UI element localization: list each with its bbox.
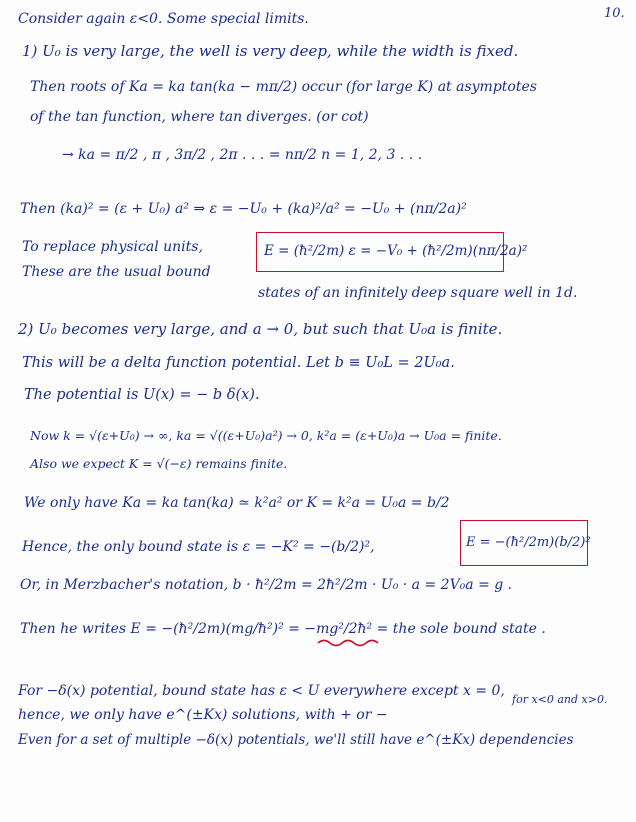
s1-line-2: Then roots of Ka = ka tan(ka − mπ/2) occur (for large K) at asymptotes bbox=[30, 79, 537, 95]
s1-line-8: states of an infinitely deep square well in 1d. bbox=[258, 285, 578, 301]
s1-line-7: These are the usual bound bbox=[22, 264, 211, 280]
s2-line-3: The potential is U(x) = − b δ(x). bbox=[24, 387, 260, 403]
header-line: Consider again ε<0. Some special limits. bbox=[18, 11, 309, 27]
s1-line-1: 1) U₀ is very large, the well is very deep, while the width is fixed. bbox=[22, 42, 519, 60]
s3-line-1: For −δ(x) potential, bound state has ε < U everywhere except x = 0, bbox=[18, 683, 505, 699]
s2-boxed-eq: E = −(ħ²/2m)(b/2)² bbox=[466, 535, 591, 550]
s1-line-3: of the tan function, where tan diverges. (or cot) bbox=[30, 109, 369, 125]
s2-line-7: Hence, the only bound state is ε = −K² = −(b/2)², bbox=[22, 539, 375, 555]
s1-line-5: Then (ka)² = (ε + U₀) a² ⇒ ε = −U₀ + (ka)²/a² = −U₀ + (nπ/2a)² bbox=[20, 201, 467, 217]
s2-line-4: Now k = √(ε+U₀) → ∞, ka = √((ε+U₀)a²) → 0, k²a = (ε+U₀)a → U₀a = finite. bbox=[30, 428, 502, 443]
s3-line-3: Even for a set of multiple −δ(x) potentials, we'll still have e^(±Kx) dependencies bbox=[18, 732, 574, 748]
s1-line-4: → ka = π/2 , π , 3π/2 , 2π . . . = nπ/2 n = 1, 2, 3 . . . bbox=[62, 147, 423, 163]
s1-line-6: To replace physical units, bbox=[22, 239, 203, 255]
s2-line-6: We only have Ka = ka tan(ka) ≃ k²a² or K = k²a = U₀a = b/2 bbox=[24, 495, 450, 511]
s3-line-2: hence, we only have e^(±Kx) solutions, with + or − bbox=[18, 707, 388, 723]
s2-line-2: This will be a delta function potential. Let b ≡ U₀L = 2U₀a. bbox=[22, 355, 455, 371]
squiggle-underline bbox=[316, 638, 382, 648]
s2-line-9: Then he writes E = −(ħ²/2m)(mg/ħ²)² = −mg²/2ħ² = the sole bound state . bbox=[20, 621, 546, 637]
s3-line-2-note: for x<0 and x>0. bbox=[512, 693, 608, 706]
s1-boxed-eq: E = (ħ²/2m) ε = −V₀ + (ħ²/2m)(nπ/2a)² bbox=[264, 243, 528, 259]
s2-line-1: 2) U₀ becomes very large, and a → 0, but such that U₀a is finite. bbox=[18, 320, 503, 338]
s2-line-5: Also we expect K = √(−ε) remains finite. bbox=[30, 456, 288, 471]
page-number: 10. bbox=[604, 6, 625, 21]
s2-line-8: Or, in Merzbacher's notation, b · ħ²/2m = 2ħ²/2m · U₀ · a = 2V₀a = g . bbox=[20, 577, 513, 593]
